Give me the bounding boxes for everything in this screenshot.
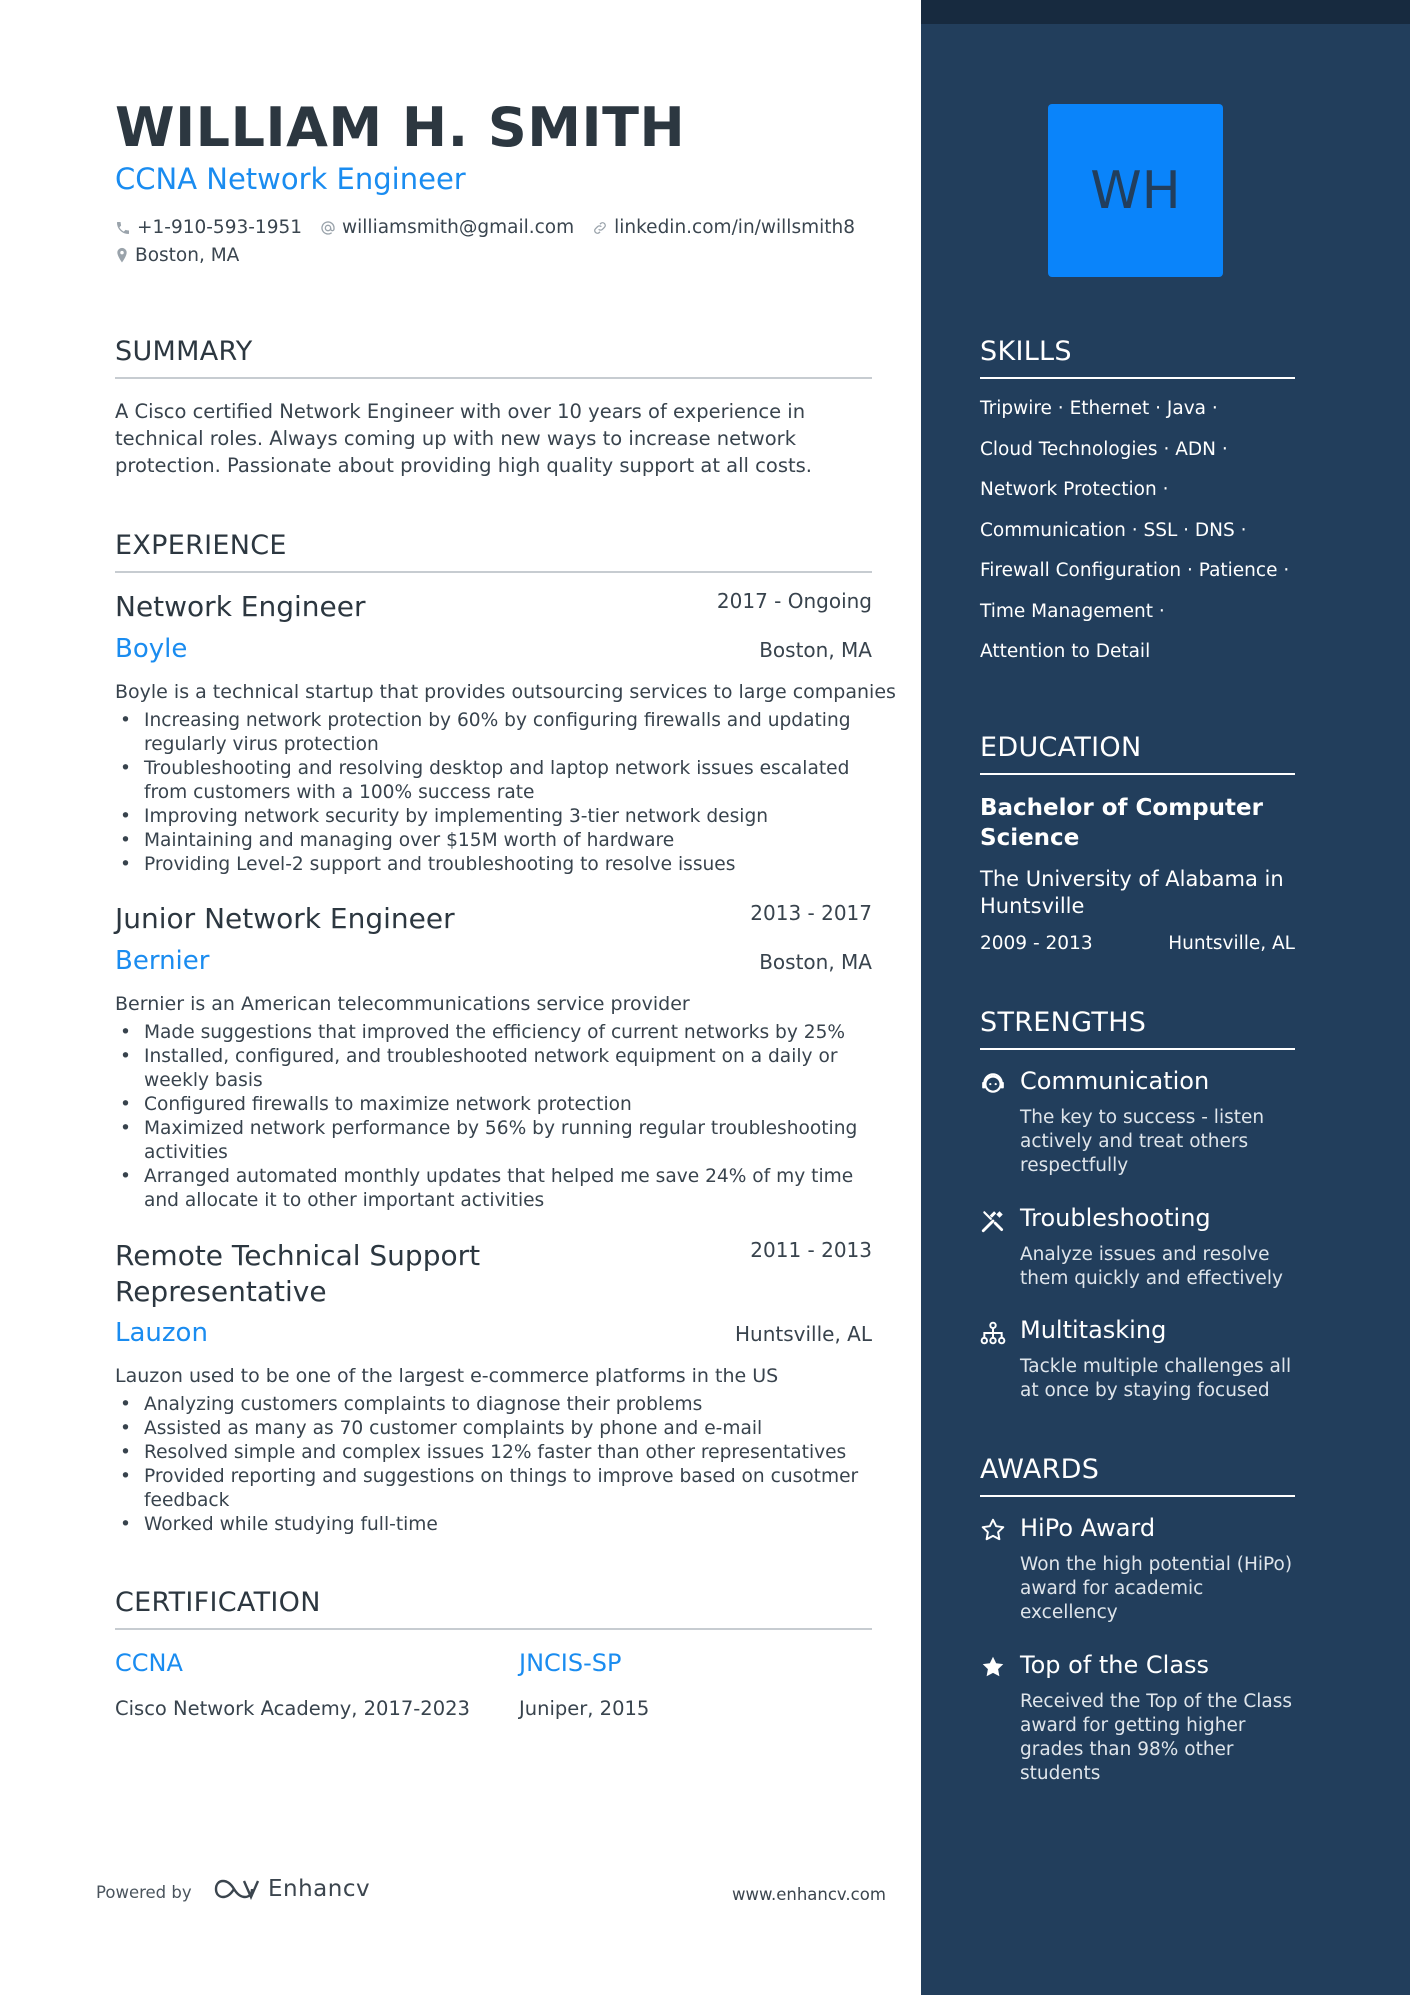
- avatar: WH: [1048, 104, 1223, 277]
- job-dates: 2017 - Ongoing: [716, 589, 872, 613]
- job-location: Boston, MA: [759, 950, 872, 974]
- job-bullets: [115, 1393, 872, 1537]
- linkedin-text: linkedin.com/in/willsmith8: [614, 217, 855, 238]
- phone-icon: [115, 220, 131, 236]
- enhancv-logo-icon: [214, 1877, 260, 1901]
- skill-line: Network Protection ·: [980, 479, 1169, 500]
- award-description: Won the high potential (HiPo) award for academic excellency: [1020, 1554, 1293, 1623]
- skill-line: Tripwire · Ethernet · Java ·: [980, 398, 1218, 419]
- enhancv-brand-text: Enhancv: [268, 1876, 371, 1902]
- contact-phone[interactable]: [115, 217, 302, 238]
- list-item: • Improving network security by implementing 3-tier network design: [115, 805, 872, 829]
- headset-icon: [980, 1070, 1006, 1096]
- location-text: Boston, MA: [135, 245, 240, 266]
- skills-heading: SKILLS: [980, 336, 1295, 379]
- strengths-heading: STRENGTHS: [980, 1007, 1295, 1050]
- certification-name: CCNA: [115, 1649, 183, 1677]
- certification-heading: CERTIFICATION: [115, 1587, 872, 1630]
- strength-title: Communication: [1020, 1067, 1210, 1095]
- job-title: Junior Network Engineer: [115, 902, 455, 935]
- job-description: Bernier is an American telecommunications service provider: [115, 993, 690, 1015]
- contact-row: [115, 217, 873, 238]
- job-title: Remote Technical Support Representative: [115, 1239, 481, 1308]
- list-item: • Maximized network performance by 56% by running regular troubleshooting activities: [115, 1117, 872, 1165]
- candidate-name: WILLIAM H. SMITH: [115, 96, 686, 159]
- job-description: Lauzon used to be one of the largest e-commerce platforms in the US: [115, 1365, 779, 1387]
- list-item: • Resolved simple and complex issues 12% faster than other representatives: [115, 1441, 872, 1465]
- strength-title: Multitasking: [1020, 1316, 1167, 1344]
- award-title: Top of the Class: [1020, 1651, 1210, 1679]
- job-title: Network Engineer: [115, 590, 366, 623]
- list-item: • Worked while studying full-time: [115, 1513, 872, 1537]
- phone-text: +1-910-593-1951: [137, 217, 303, 238]
- contact-linkedin[interactable]: [592, 217, 855, 238]
- enhancv-logo[interactable]: [214, 1876, 370, 1902]
- candidate-role: CCNA Network Engineer: [115, 162, 466, 196]
- award-title: HiPo Award: [1020, 1514, 1156, 1542]
- job-company: Bernier: [115, 946, 210, 976]
- job-description: Boyle is a technical startup that provides outsourcing services to large companies: [115, 681, 896, 703]
- network-icon: [980, 1320, 1006, 1346]
- email-text: williamsmith@gmail.com: [342, 217, 575, 238]
- list-item: • Analyzing customers complaints to diagnose their problems: [115, 1393, 872, 1417]
- job-location: Boston, MA: [759, 638, 872, 662]
- strength-description: The key to success - listen actively and treat others respectfully: [1020, 1107, 1265, 1176]
- footer-url[interactable]: www.enhancv.com: [732, 1885, 886, 1904]
- list-item: • Arranged automated monthly updates that helped me save 24% of my time and allocate it to other important activities: [115, 1165, 872, 1213]
- contact-row-location: [115, 245, 257, 266]
- list-item: • Increasing network protection by 60% by configuring firewalls and updating regularly virus protection: [115, 709, 872, 757]
- sidebar-top-bar: [921, 0, 1410, 24]
- summary-text: A Cisco certified Network Engineer with over 10 years of experience in technical roles. Always coming up with new ways to increase network protection. Passionate about providing high quality support at all costs.: [115, 400, 812, 477]
- summary-heading: SUMMARY: [115, 336, 872, 379]
- footer-powered-by: Powered by: [96, 1883, 192, 1902]
- list-item: • Made suggestions that improved the efficiency of current networks by 25%: [115, 1021, 872, 1045]
- skill-line: Cloud Technologies · ADN ·: [980, 439, 1228, 460]
- list-item: • Troubleshooting and resolving desktop and laptop network issues escalated from customers with a 100% success rate: [115, 757, 872, 805]
- skill-line: Time Management ·: [980, 601, 1165, 622]
- job-bullets: [115, 709, 872, 877]
- certification-org: Juniper, 2015: [519, 1697, 650, 1720]
- tools-icon: [980, 1208, 1006, 1234]
- strength-title: Troubleshooting: [1020, 1204, 1211, 1232]
- education-years: 2009 - 2013: [980, 933, 1093, 954]
- job-company: Boyle: [115, 634, 188, 664]
- list-item: • Installed, configured, and troubleshooted network equipment on a daily or weekly basis: [115, 1045, 872, 1093]
- sidebar: [921, 0, 1410, 1995]
- list-item: • Maintaining and managing over $15M worth of hardware: [115, 829, 872, 853]
- job-dates: 2013 - 2017: [750, 901, 872, 925]
- contact-location: [115, 245, 239, 266]
- awards-heading: AWARDS: [980, 1454, 1295, 1497]
- job-dates: 2011 - 2013: [750, 1238, 872, 1262]
- star-filled-icon: [980, 1654, 1006, 1680]
- award-description: Received the Top of the Class award for getting higher grades than 98% other students: [1020, 1691, 1293, 1784]
- list-item: • Configured firewalls to maximize network protection: [115, 1093, 872, 1117]
- education-location: Huntsville, AL: [1168, 933, 1295, 954]
- certification-org: Cisco Network Academy, 2017-2023: [115, 1697, 470, 1720]
- star-outline-icon: [980, 1517, 1006, 1543]
- education-heading: EDUCATION: [980, 732, 1295, 775]
- education-school: The University of Alabama in Huntsville: [980, 867, 1284, 918]
- list-item: • Assisted as many as 70 customer complaints by phone and e-mail: [115, 1417, 872, 1441]
- strength-description: Tackle multiple challenges all at once by staying focused: [1020, 1356, 1292, 1401]
- list-item: • Provided reporting and suggestions on things to improve based on cusotmer feedback: [115, 1465, 872, 1513]
- job-location: Huntsville, AL: [734, 1322, 872, 1346]
- list-item: • Providing Level-2 support and troubleshooting to resolve issues: [115, 853, 872, 877]
- experience-heading: EXPERIENCE: [115, 530, 872, 573]
- job-company: Lauzon: [115, 1318, 208, 1348]
- link-icon: [592, 220, 608, 236]
- location-pin-icon: [115, 247, 129, 264]
- at-icon: [320, 220, 336, 236]
- certification-name: JNCIS-SP: [519, 1649, 622, 1677]
- education-degree: Bachelor of Computer Science: [980, 795, 1263, 851]
- job-bullets: [115, 1021, 872, 1213]
- strength-description: Analyze issues and resolve them quickly and effectively: [1020, 1244, 1283, 1289]
- skill-line: Communication · SSL · DNS ·: [980, 520, 1247, 541]
- skill-line: Firewall Configuration · Patience ·: [980, 560, 1290, 581]
- skill-line: Attention to Detail: [980, 641, 1151, 662]
- contact-email[interactable]: [320, 217, 574, 238]
